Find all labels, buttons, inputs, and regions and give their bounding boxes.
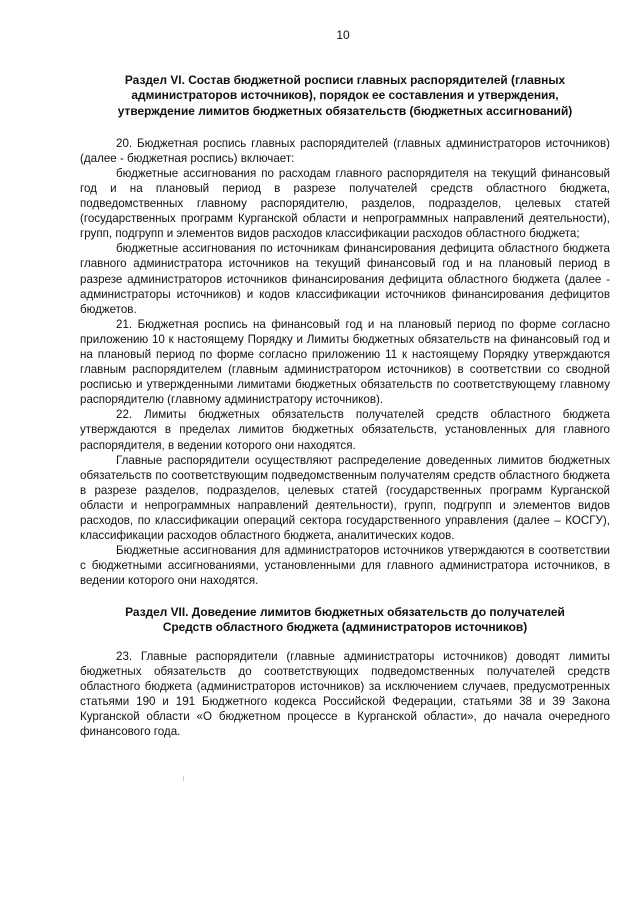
paragraph-20: 20. Бюджетная роспись главных распорядителей (главных администраторов источников) (далее - бюджетная роспись) включает: (80, 136, 610, 165)
section-7-heading-line: Средств областного бюджета (администраторов источников) (162, 619, 528, 634)
paragraph-deficit-sources: бюджетные ассигнования по источникам финансирования дефицита областного бюджета главного администратора источников на текущий финансовый год и на плановый период в разрезе администраторов источников финансирования дефицита областного бюджета (далее - администраторы источников) и кодов классификации источников финансирования дефицитов бюджетов. (80, 242, 610, 316)
paragraph-23: 23. Главные распорядители (главные администраторы источников) доводят лимиты бюджетных обязательств до соответствующих подведомственных получателей средств областного бюджета (администраторов источников) за исключением случаев, предусмотренных статьями 190 и 191 Бюджетного кодекса Российской Федерации, статьями 38 и 39 Закона Курганской области «О бюджетном процессе в Курганской области», до начала очередного финансового года. (80, 649, 610, 739)
section-7-heading (80, 605, 610, 635)
paragraph-source-administrators: Бюджетные ассигнования для администраторов источников утверждаются в соответствии с бюджетными ассигнованиями, установленными для главного администратора источников, в ведении которого они находятся. (80, 544, 610, 588)
scan-mark (183, 776, 184, 781)
section-6-heading-line: утверждение лимитов бюджетных обязательств (бюджетных ассигнований) (117, 103, 573, 118)
section-7-heading-line: Раздел VII. Доведение лимитов бюджетных обязательств до получателей (125, 604, 565, 619)
page-number: 10 (336, 28, 350, 42)
paragraph-22: 22. Лимиты бюджетных обязательств получателей средств областного бюджета утверждаются в пределах лимитов бюджетных обязательств, установленных для главного распорядителя, в ведении которого они находятся. (80, 408, 610, 452)
paragraph-expenditure-allocations: бюджетные ассигнования по расходам главного распорядителя на текущий финансовый год и на плановый период в разрезе получателей средств областного бюджета, подведомственных главному распорядителю, разделов, подразделов, целевых статей (государственных программ Курганской области и непрограммных направлений деятельности), групп, подгрупп и элементов видов расходов классификации расходов областного бюджета; (80, 166, 610, 241)
paragraph-21: 21. Бюджетная роспись на финансовый год и на плановый период по форме согласно приложению 10 к настоящему Порядку и Лимиты бюджетных обязательств на финансовый год и на плановый период по форме согласно приложению 11 к настоящему Порядку утверждаются главным распорядителем (главным администратором источников) в соответствии со сводной росписью и утвержденными лимитами бюджетных обязательств по соответствующему главному распорядителю (главному администратору источников). (80, 317, 610, 407)
section-6-heading-line: администраторов источников), порядок ее составления и утверждения, (131, 88, 559, 103)
section-6-heading (80, 73, 610, 119)
section-7 (80, 605, 610, 740)
section-6-heading-line: Раздел VI. Состав бюджетной росписи главных распорядителей (главных (124, 73, 566, 88)
paragraph-distribution-of-limits: Главные распорядители осуществляют распределение доведенных лимитов бюджетных обязательств по соответствующим подведомственным получателям средств областного бюджета в разрезе разделов, подразделов, целевых статей (государственных программ Курганской области и непрограммных направлений деятельности), групп, подгрупп и элементов видов расходов, по классификации операций сектора государственного управления (далее – КОСГУ), классификации расходов областного бюджета, аналитических кодов. (80, 453, 610, 543)
section-6 (80, 73, 610, 588)
